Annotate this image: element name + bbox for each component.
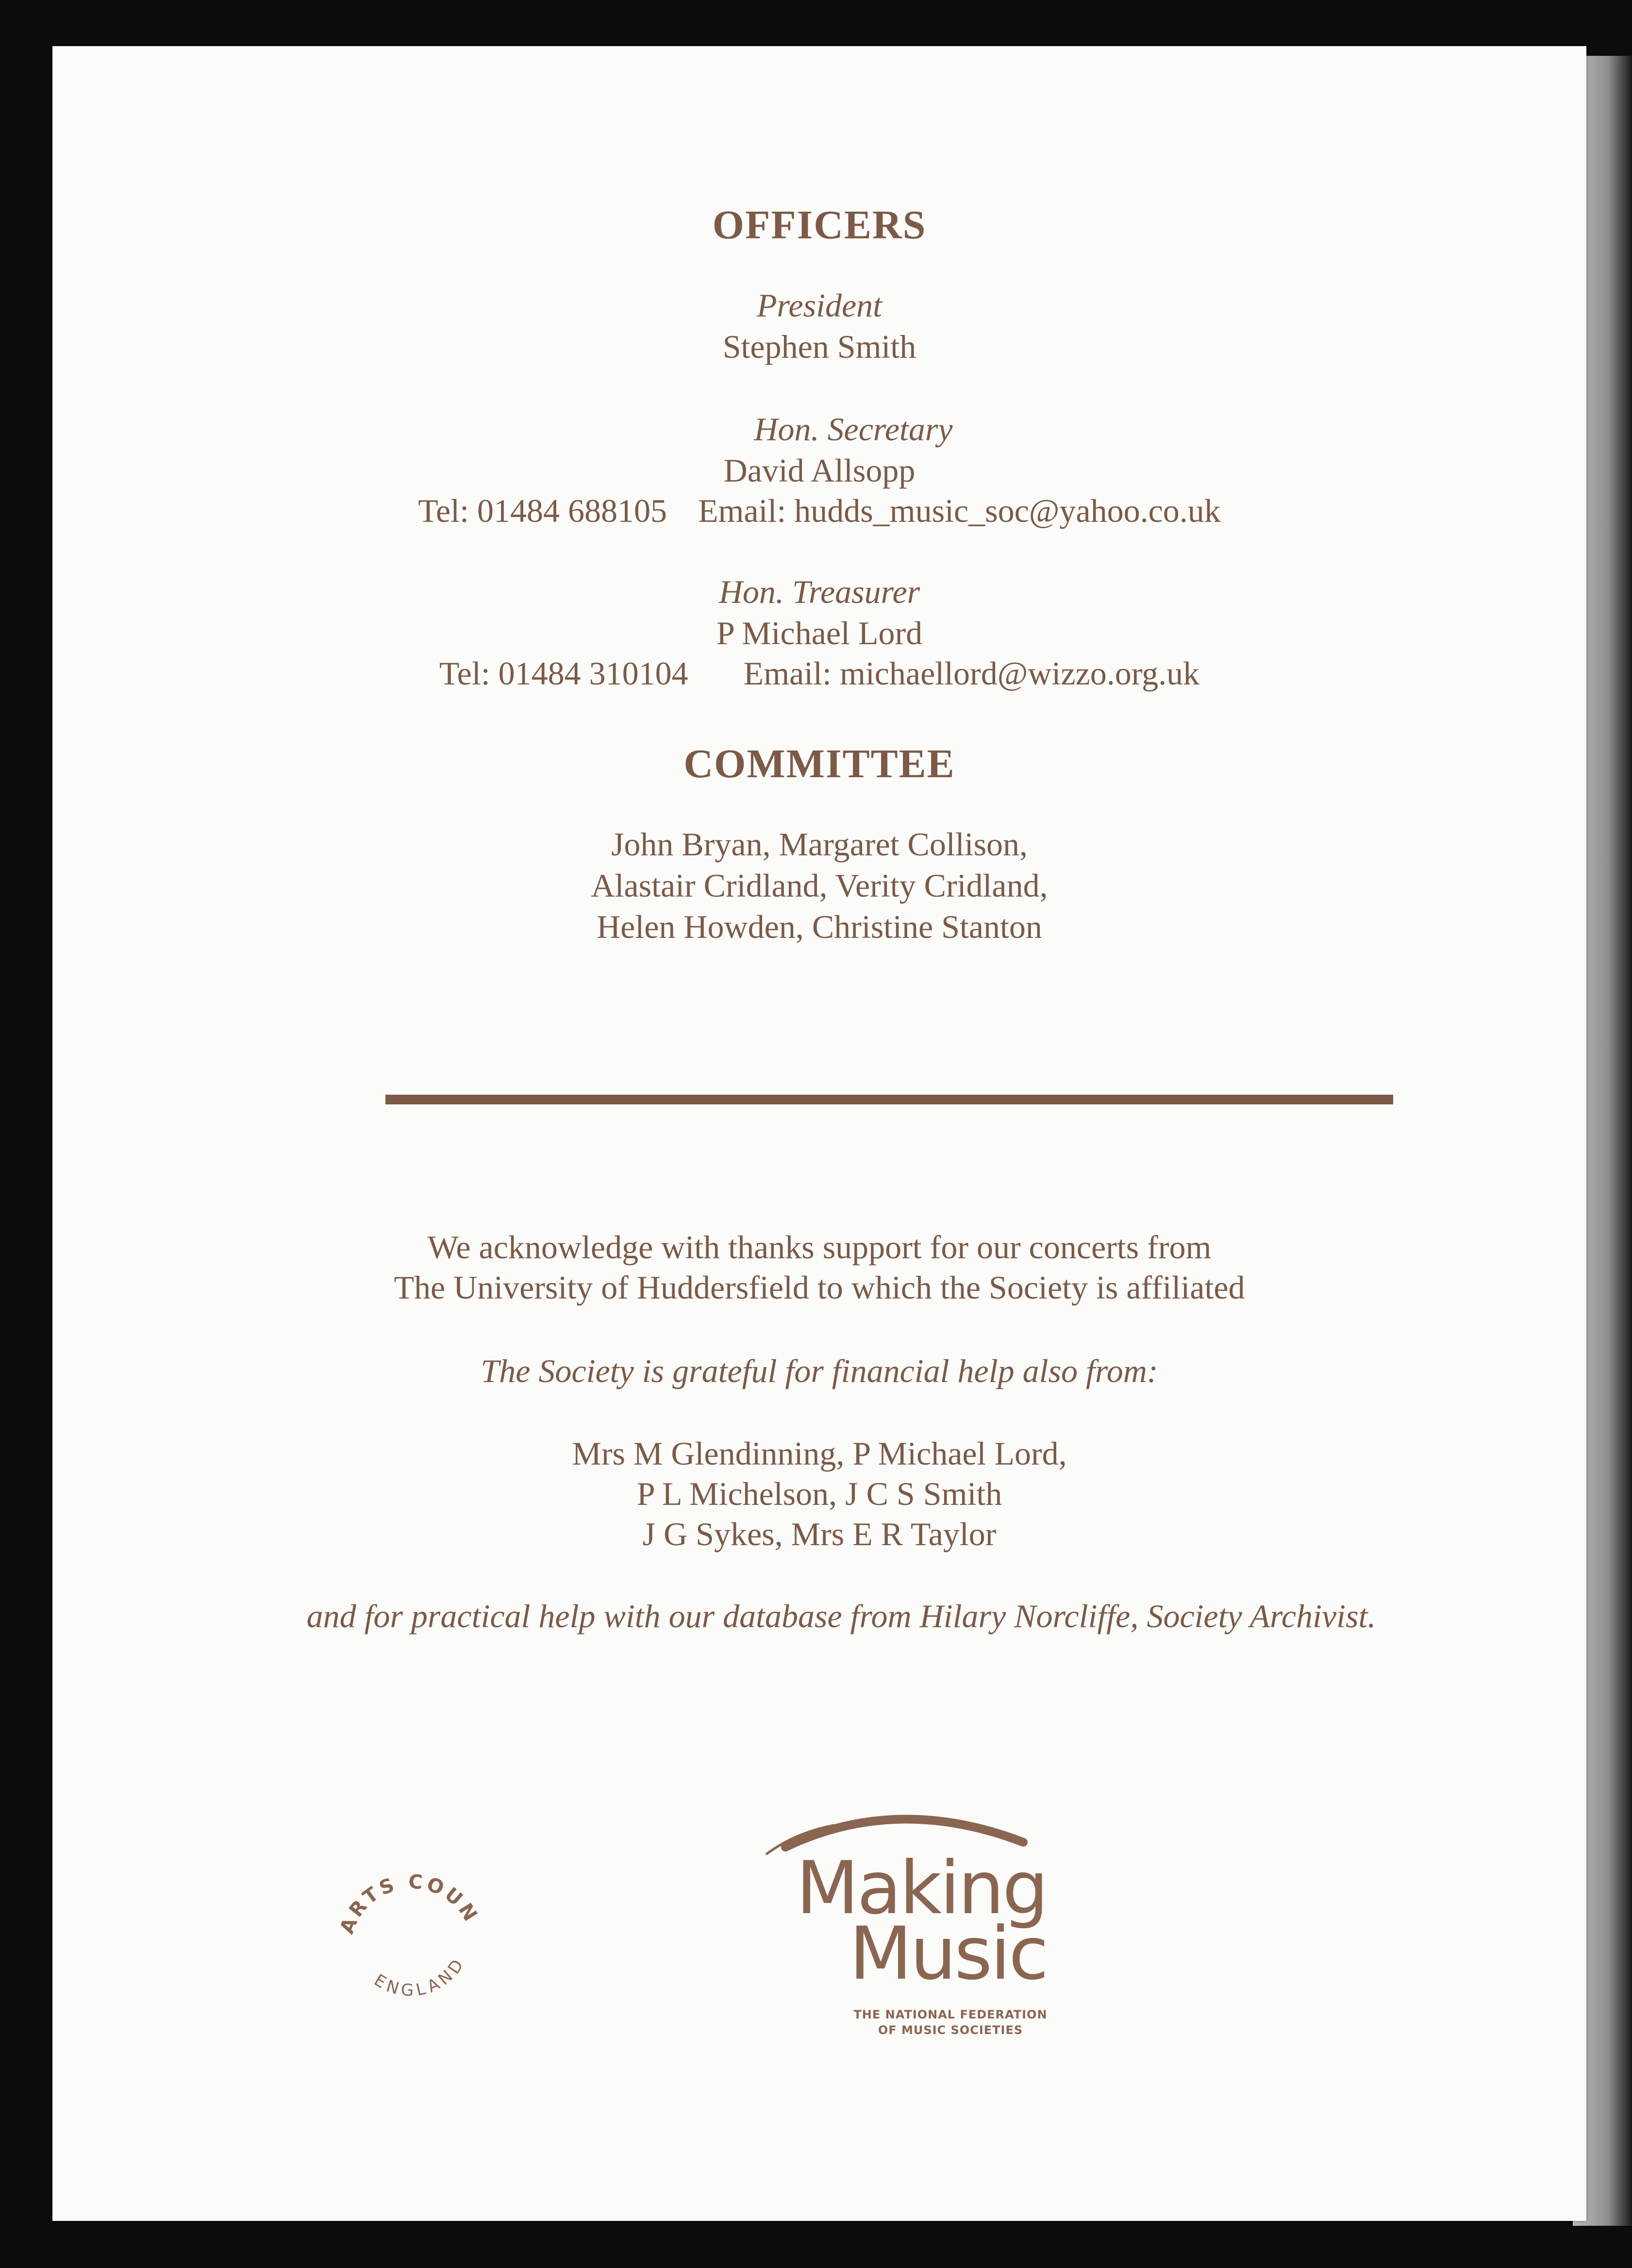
committee-line-2: Alastair Cridland, Verity Cridland, xyxy=(591,867,1048,904)
making-music-tagline-2: OF MUSIC SOCIETIES xyxy=(878,2023,1023,2037)
secretary-name: David Allsopp xyxy=(723,452,916,489)
secretary-role: Hon. Secretary xyxy=(754,411,953,448)
svg-text:ARTS COUNCIL xyxy=(324,1852,483,1937)
committee-line-1: John Bryan, Margaret Collison, xyxy=(611,826,1028,863)
arts-council-bottom-text: ENGLAND xyxy=(370,1953,470,2001)
practical-help-line: and for practical help with our database from Hilary Norcliffe, Society Archivist. xyxy=(306,1598,1376,1634)
making-music-word-2: Music xyxy=(849,1912,1047,1996)
arts-council-logo xyxy=(324,1852,499,2027)
making-music-tagline-1: THE NATIONAL FEDERATION xyxy=(853,2008,1048,2021)
treasurer-role: Hon. Treasurer xyxy=(718,573,920,610)
arts-council-top-text: ARTS COUN xyxy=(335,1870,483,1937)
officers-heading: OFFICERS xyxy=(712,202,927,248)
programme-page xyxy=(52,46,1586,2221)
treasurer-name: P Michael Lord xyxy=(716,615,923,651)
committee-line-3: Helen Howden, Christine Stanton xyxy=(597,908,1042,945)
grateful-line: The Society is grateful for financial help also from: xyxy=(481,1352,1158,1389)
treasurer-email: Email: michaellord@wizzo.org.uk xyxy=(743,655,1200,692)
treasurer-contact xyxy=(52,654,1586,693)
svg-text:ENGLAND xyxy=(370,1953,469,2000)
ack-line-2: The University of Huddersfield to which the Society is affiliated xyxy=(394,1269,1245,1306)
making-music-word-1: Making xyxy=(796,1846,1047,1931)
secretary-contact xyxy=(52,492,1586,530)
secretary-email: Email: hudds_music_soc@yahoo.co.uk xyxy=(698,492,1221,529)
committee-heading: COMMITTEE xyxy=(683,741,955,786)
making-music-logo xyxy=(737,1774,1106,2104)
ack-line-1: We acknowledge with thanks support for our concerts from xyxy=(427,1229,1212,1266)
president-role: President xyxy=(756,287,883,324)
president-name: Stephen Smith xyxy=(722,328,916,365)
treasurer-tel: Tel: 01484 310104 xyxy=(439,655,688,692)
section-divider xyxy=(385,1095,1393,1104)
donor-line-1: Mrs M Glendinning, P Michael Lord, xyxy=(572,1435,1067,1472)
donor-line-2: P L Michelson, J C S Smith xyxy=(636,1475,1002,1512)
secretary-tel: Tel: 01484 688105 xyxy=(418,492,667,529)
donor-line-3: J G Sykes, Mrs E R Taylor xyxy=(642,1516,997,1552)
